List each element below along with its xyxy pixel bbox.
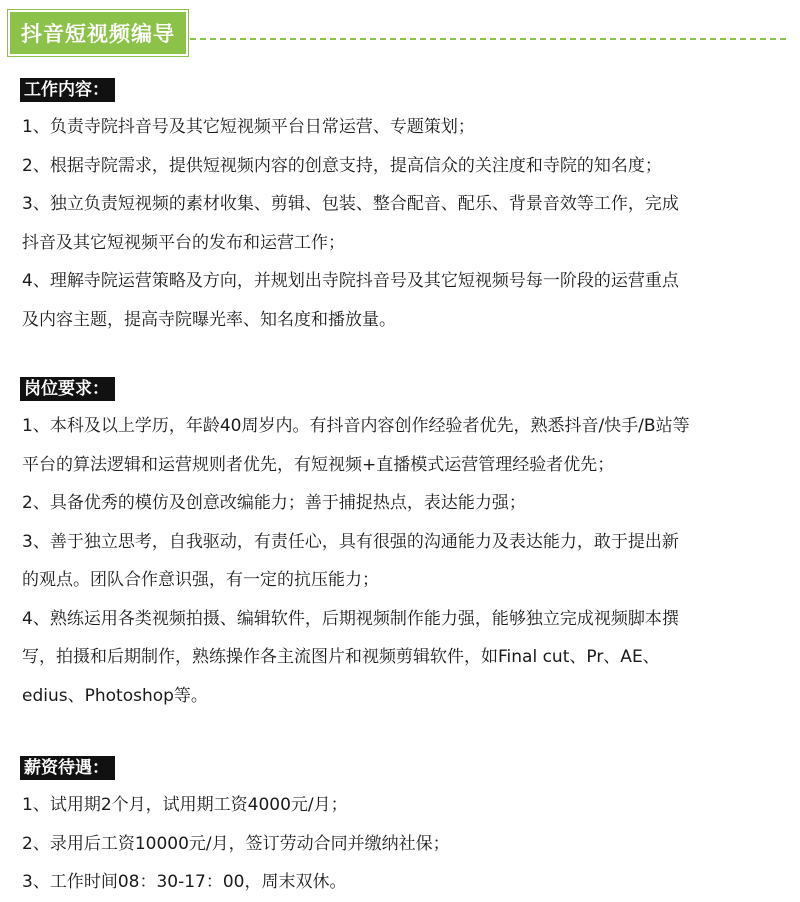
requirement-line: 的观点。团队合作意识强，有一定的抗压能力；	[22, 570, 379, 590]
requirement-line: 3、善于独立思考，自我驱动，有责任心，具有很强的沟通能力及表达能力，敢于提出新	[22, 531, 679, 552]
requirement-line: 1、本科及以上学历，年龄40周岁内。有抖音内容创作经验者优先，熟悉抖音/快手/B站等	[22, 416, 690, 436]
requirement-line: 写，拍摄和后期制作，熟练操作各主流图片和视频剪辑软件，如Final cut、Pr、AE、	[22, 647, 660, 667]
dashed-divider	[190, 38, 786, 40]
requirement-line: 4、熟练运用各类视频拍摄、编辑软件，后期视频制作能力强，能够独立完成视频脚本撰	[22, 608, 679, 629]
duty-line: 1、负责寺院抖音号及其它短视频平台日常运营、专题策划；	[22, 117, 475, 137]
duty-line: 4、理解寺院运营策略及方向，并规划出寺院抖音号及其它短视频号每一阶段的运营重点	[22, 271, 679, 291]
requirement-line: 平台的算法逻辑和运营规则者优先，有短视频+直播模式运营管理经验者优先；	[22, 454, 615, 475]
requirement-line: edius、Photoshop等。	[22, 685, 208, 706]
page-title: 抖音短视频编导	[8, 10, 188, 56]
salary-line: 1、试用期2个月，试用期工资4000元/月；	[22, 795, 348, 815]
duty-line: 及内容主题，提高寺院曝光率、知名度和播放量。	[22, 309, 396, 330]
section-salary	[22, 756, 782, 902]
section-duties	[22, 78, 782, 339]
duty-line: 3、独立负责短视频的素材收集、剪辑、包装、整合配音、配乐、背景音效等工作，完成	[22, 194, 679, 214]
salary-line: 2、录用后工资10000元/月，签订劳动合同并缴纳社保；	[22, 833, 450, 854]
salary-line: 3、工作时间08：30-17：00，周末双休。	[22, 872, 347, 892]
requirement-line: 2、具备优秀的模仿及创意改编能力；善于捕捉热点，表达能力强；	[22, 493, 526, 513]
section-label-requirements: 岗位要求：	[20, 377, 115, 401]
header	[0, 0, 800, 60]
section-label-salary: 薪资待遇：	[20, 756, 115, 780]
duty-line: 抖音及其它短视频平台的发布和运营工作；	[22, 232, 345, 253]
duty-line: 2、根据寺院需求，提供短视频内容的创意支持，提高信众的关注度和寺院的知名度；	[22, 155, 662, 176]
section-label-duties: 工作内容：	[20, 78, 115, 102]
section-requirements	[22, 377, 782, 715]
